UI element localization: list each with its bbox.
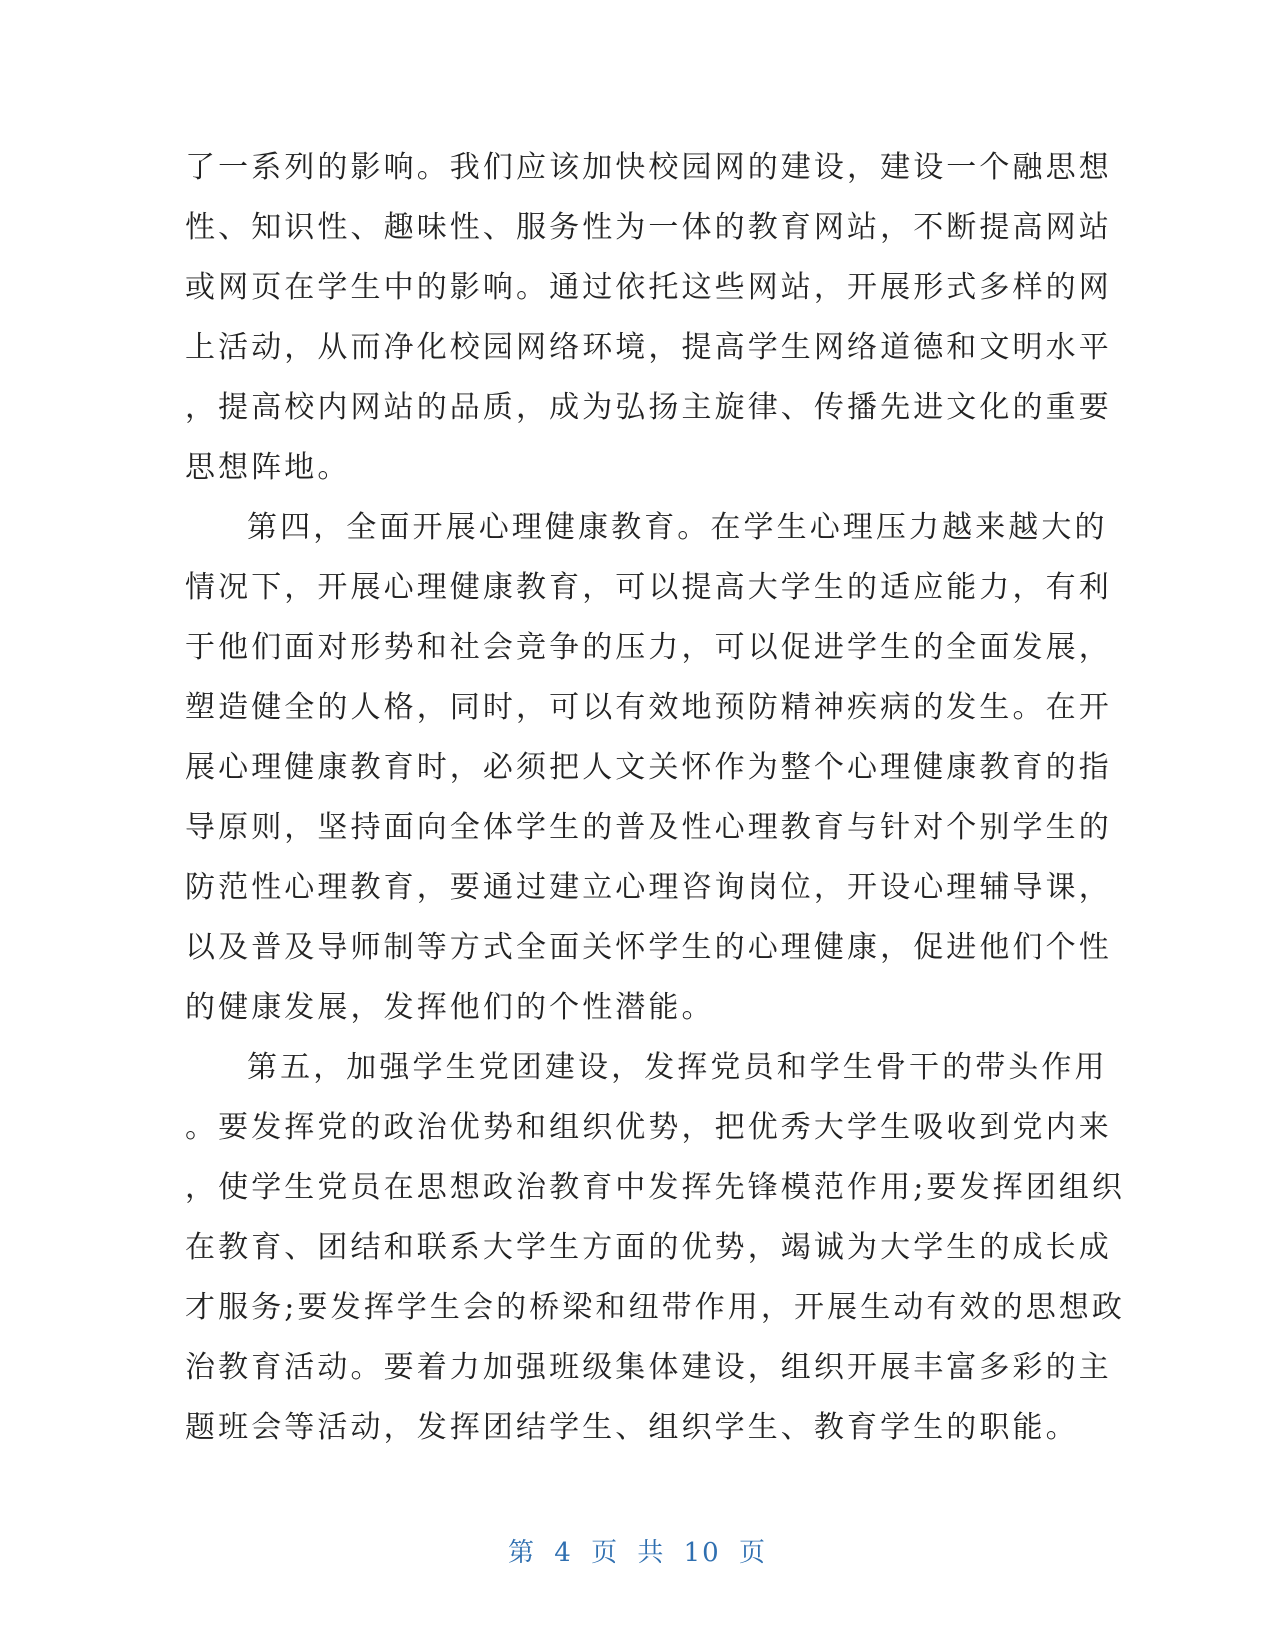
text-line: 才服务;要发挥学生会的桥梁和纽带作用，开展生动有效的思想政 <box>185 1290 1126 1325</box>
paragraph-start-line: 第四，全面开展心理健康教育。在学生心理压力越来越大的 <box>247 510 1108 545</box>
text-line: 性、知识性、趣味性、服务性为一体的教育网站，不断提高网站 <box>185 210 1112 245</box>
text-line: 。要发挥党的政治优势和组织优势，把优秀大学生吸收到党内来 <box>185 1110 1112 1145</box>
text-line: 思想阵地。 <box>185 450 351 485</box>
text-line: 展心理健康教育时，必须把人文关怀作为整个心理健康教育的指 <box>185 750 1112 785</box>
text-line: 防范性心理教育，要通过建立心理咨询岗位，开设心理辅导课， <box>185 870 1112 905</box>
text-line: ，使学生党员在思想政治教育中发挥先锋模范作用;要发挥团组织 <box>185 1170 1126 1205</box>
text-line: ，提高校内网站的品质，成为弘扬主旋律、传播先进文化的重要 <box>185 390 1112 425</box>
text-line: 以及普及导师制等方式全面关怀学生的心理健康，促进他们个性 <box>185 930 1112 965</box>
text-line: 治教育活动。要着力加强班级集体建设，组织开展丰富多彩的主 <box>185 1350 1112 1385</box>
text-line: 上活动，从而净化校园网络环境，提高学生网络道德和文明水平 <box>185 330 1112 365</box>
text-line: 情况下，开展心理健康教育，可以提高大学生的适应能力，有利 <box>185 570 1112 605</box>
text-line: 题班会等活动，发挥团结学生、组织学生、教育学生的职能。 <box>185 1410 1079 1445</box>
text-line: 在教育、团结和联系大学生方面的优势，竭诚为大学生的成长成 <box>185 1230 1112 1265</box>
paragraph-start-line: 第五，加强学生党团建设，发挥党员和学生骨干的带头作用 <box>247 1050 1108 1085</box>
body-text <box>185 138 1126 1458</box>
text-line: 于他们面对形势和社会竞争的压力，可以促进学生的全面发展， <box>185 630 1112 665</box>
page-number-footer: 第 4 页 共 10 页 <box>508 1538 767 1568</box>
text-line: 了一系列的影响。我们应该加快校园网的建设，建设一个融思想 <box>185 150 1112 185</box>
text-line: 的健康发展，发挥他们的个性潜能。 <box>185 990 715 1025</box>
text-line: 塑造健全的人格，同时，可以有效地预防精神疾病的发生。在开 <box>185 690 1112 725</box>
text-line: 或网页在学生中的影响。通过依托这些网站，开展形式多样的网 <box>185 270 1112 305</box>
text-line: 导原则，坚持面向全体学生的普及性心理教育与针对个别学生的 <box>185 810 1112 845</box>
